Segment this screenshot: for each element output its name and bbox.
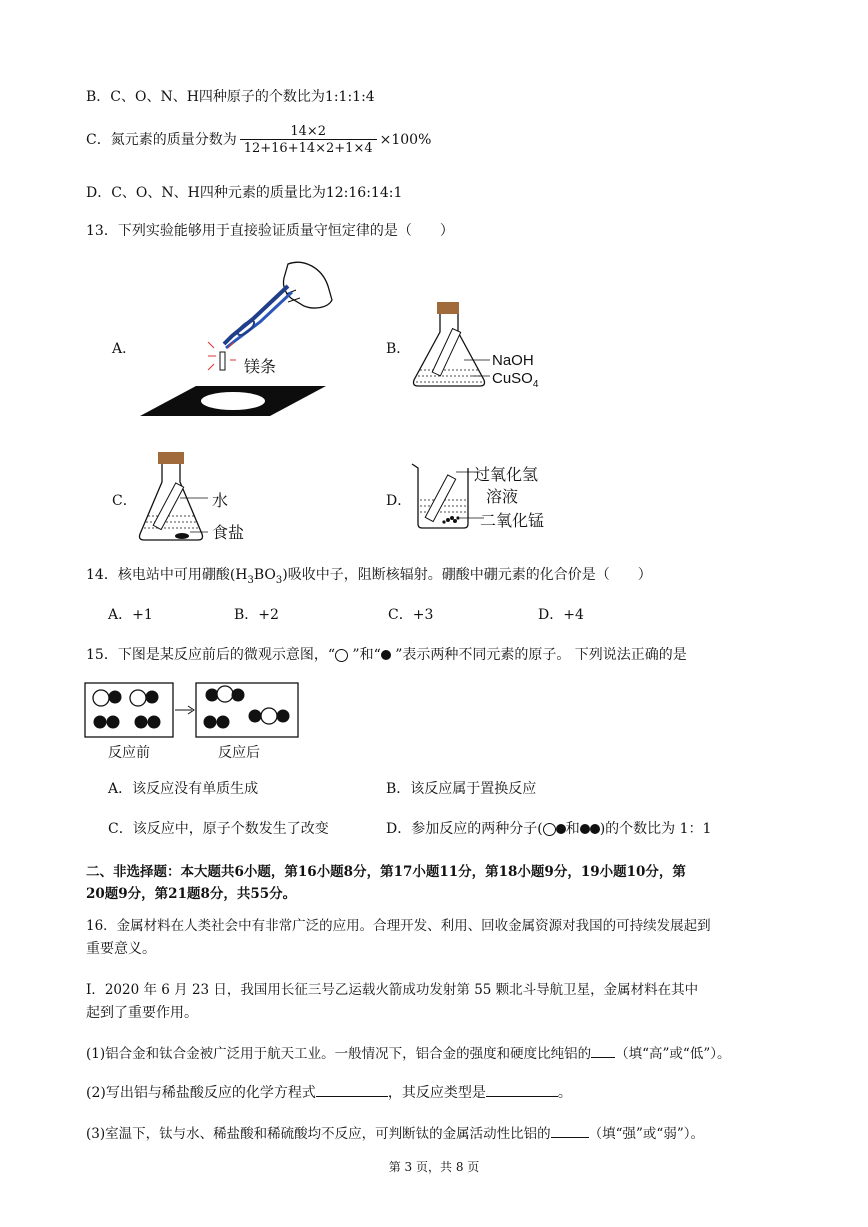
q16-sub3-b: （填“强”或“弱”）。 bbox=[588, 1126, 704, 1142]
q16-sub1-b: （填“高”或“低”）。 bbox=[615, 1046, 731, 1062]
page-footer: 第 3 页，共 8 页 bbox=[388, 1160, 480, 1174]
q14-option-a: A．+1 bbox=[108, 607, 153, 623]
q16-sub2-equation-blank[interactable] bbox=[316, 1096, 388, 1097]
after-reaction-label: 反应后 bbox=[218, 745, 260, 761]
white-atom-icon bbox=[335, 649, 348, 662]
q16-part1-line1: Ⅰ．2020 年 6 月 23 日，我国用长征三号乙运载火箭成功发射第 55 颗北斗导航卫星，金属材料在其中 bbox=[86, 982, 699, 998]
q12-option-c bbox=[86, 124, 431, 156]
fraction-numerator: 14×2 bbox=[290, 124, 327, 139]
q16-sub2-b: ，其反应类型是 bbox=[387, 1085, 486, 1101]
q14-stem-a: 14．核电站中可用硼酸(H bbox=[86, 567, 248, 583]
naoh-label: NaOH bbox=[492, 352, 534, 369]
q15-option-b: B．该反应属于置换反应 bbox=[386, 781, 537, 797]
water-label: 水 bbox=[212, 491, 229, 510]
q12-option-b: B．C、O、N、H四种原子的个数比为1:1:1:4 bbox=[86, 89, 375, 105]
manganese-dioxide-label: 二氧化锰 bbox=[480, 511, 545, 530]
salt-label: 食盐 bbox=[212, 523, 245, 542]
flask-water-salt-figure bbox=[134, 452, 224, 544]
q15-option-a: A．该反应没有单质生成 bbox=[108, 781, 259, 797]
q16-sub2-a: (2)写出铝与稀盐酸反应的化学方程式 bbox=[86, 1085, 316, 1101]
q12-option-c-suffix: ×100% bbox=[379, 132, 432, 148]
magnesium-strip-label: 镁条 bbox=[244, 357, 277, 376]
q14-stem bbox=[86, 564, 652, 586]
q14-option-d: D．+4 bbox=[538, 607, 584, 623]
before-reaction-label: 反应前 bbox=[108, 745, 150, 761]
q16-part1-line2: 起到了重要作用。 bbox=[86, 1005, 198, 1021]
q15-stem-a: 15．下图是某反应前后的微观示意图，“ bbox=[86, 647, 335, 663]
hydrogen-peroxide-label: 过氧化氢 bbox=[474, 465, 539, 484]
q12-option-c-prefix: C．氮元素的质量分数为 bbox=[86, 132, 237, 148]
q16-sub1 bbox=[86, 1042, 730, 1062]
q16-sub2-c: 。 bbox=[557, 1085, 572, 1101]
black-atom-icon bbox=[556, 824, 566, 834]
q15-option-d-a: D．参加反应的两种分子( bbox=[386, 821, 543, 837]
q15-option-d-b: 和 bbox=[565, 821, 580, 837]
black-atom-icon bbox=[580, 824, 590, 834]
q16-intro-line2: 重要意义。 bbox=[86, 941, 156, 957]
q14-stem-b: BO bbox=[253, 567, 276, 583]
q16-sub3 bbox=[86, 1122, 704, 1142]
q13-label-d: D． bbox=[386, 493, 412, 509]
black-atom-icon bbox=[590, 824, 600, 834]
q13-stem: 13．下列实验能够用于直接验证质量守恒定律的是（ ） bbox=[86, 223, 454, 239]
fraction-denominator: 12+16+14×2+1×4 bbox=[240, 139, 377, 156]
q15-stem-b: ”和“ bbox=[347, 647, 381, 663]
q15-stem-c: ”表示两种不同元素的原子。 下列说法正确的是 bbox=[390, 647, 687, 663]
q15-option-d-c: )的个数比为 1：1 bbox=[599, 821, 712, 837]
q15-option-c: C．该反应中，原子个数发生了改变 bbox=[108, 821, 329, 837]
q14-option-c: C．+3 bbox=[388, 607, 434, 623]
q16-sub1-a: (1)铝合金和钛合金被广泛用于航天工业。一般情况下，铝合金的强度和硬度比纯铝的 bbox=[86, 1046, 592, 1062]
magnesium-burning-figure bbox=[136, 256, 336, 428]
q14-sub-1: 3 bbox=[247, 574, 254, 586]
q14-stem-c: )吸收中子，阻断核辐射。硼酸中硼元素的化合价是（ ） bbox=[282, 567, 652, 583]
black-atom-icon bbox=[381, 650, 391, 660]
cuso4-subscript: 4 bbox=[532, 379, 539, 390]
q13-label-a: A． bbox=[112, 341, 137, 357]
q13-label-b: B． bbox=[386, 341, 411, 357]
reaction-diagram bbox=[84, 682, 300, 740]
q15-stem bbox=[86, 644, 687, 664]
cuso4-label bbox=[492, 370, 538, 390]
q16-sub3-a: (3)室温下，钛与水、稀盐酸和稀硫酸均不反应，可判断钛的金属活动性比铝的 bbox=[86, 1126, 551, 1142]
solution-label: 溶液 bbox=[486, 487, 519, 506]
cuso4-label-base: CuSO bbox=[492, 370, 533, 387]
q12-option-d: D．C、O、N、H四种元素的质量比为12:16:14:1 bbox=[86, 185, 403, 201]
q16-sub2 bbox=[86, 1082, 572, 1102]
white-atom-icon bbox=[543, 823, 556, 836]
q14-option-b: B．+2 bbox=[234, 607, 279, 623]
q13-label-c: C． bbox=[112, 493, 137, 509]
q15-option-d bbox=[386, 818, 711, 838]
q16-sub1-answer-blank[interactable] bbox=[591, 1057, 615, 1058]
q16-sub2-type-blank[interactable] bbox=[486, 1096, 558, 1097]
q16-sub3-answer-blank[interactable] bbox=[551, 1137, 589, 1138]
flask-naoh-cuso4-figure bbox=[404, 298, 504, 390]
q16-intro-line1: 16．金属材料在人类社会中有非常广泛的应用。合理开发、利用、回收金属资源对我国的可持续发展起到 bbox=[86, 918, 711, 934]
mass-fraction-formula bbox=[240, 124, 377, 156]
q14-sub-2: 3 bbox=[275, 574, 283, 586]
section2-header-line1: 二、非选择题：本大题共6小题，第16小题8分，第17小题11分，第18小题9分，19小题10分，第 bbox=[86, 864, 686, 880]
section2-header-line2: 20题9分，第21题8分，共55分。 bbox=[86, 886, 297, 902]
